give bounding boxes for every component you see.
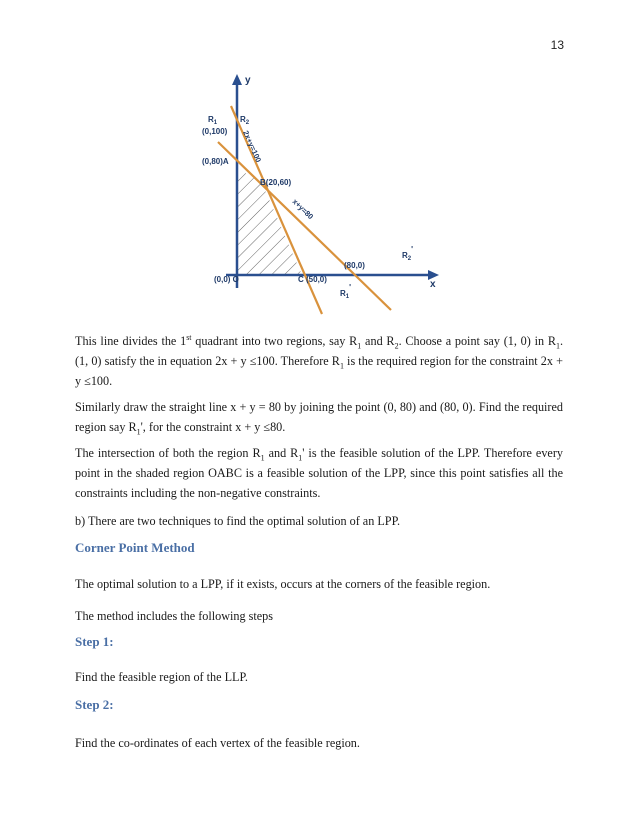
label-point-c: C (50,0) (298, 275, 327, 284)
paragraph-feasible-region: The intersection of both the region $R_1$ and $R_1'$ is the feasible solution of the LPP. Therefore every point in the shaded region OABC is a feasible solution of the LPP, since this point satisfies all the constraints including the non-negative constraints. (75, 446, 563, 500)
x-axis-label: x (430, 279, 436, 290)
heading-step-1: Step 1: (75, 634, 114, 649)
lpp-graph-figure (196, 70, 446, 320)
paragraph-optimal-solution: The optimal solution to a LPP, if it exists, occurs at the corners of the feasible region. (75, 577, 491, 591)
label-point-b: B(20,60) (260, 178, 292, 187)
label-line-2x-y-100: 2x+y=100 (241, 129, 264, 164)
y-axis-label: y (245, 75, 251, 86)
paragraph-techniques: b) There are two techniques to find the optimal solution of an LPP. (75, 514, 401, 528)
paragraph-step-2: Find the co-ordinates of each vertex of the feasible region. (75, 736, 360, 750)
label-point-0-100: (0,100) (202, 127, 228, 136)
label-point-80-0: (80,0) (344, 261, 365, 270)
label-r1-prime: $R_1'$ (340, 283, 352, 300)
lpp-graph (196, 70, 446, 320)
label-origin: (0,0) O (214, 275, 239, 284)
y-axis-arrow (232, 74, 242, 85)
page-number: 13 (550, 38, 564, 52)
heading-step-2: Step 2: (75, 697, 114, 712)
paragraph-step-1: Find the feasible region of the LLP. (75, 670, 248, 684)
paragraph-method-steps: The method includes the following steps (75, 609, 274, 623)
heading-corner-point-method: Corner Point Method (75, 540, 195, 555)
paragraph-region-r1-prime: Similarly draw the straight line x + y = 80 by joining the point (0, 80) and (80, 0). Find the required region say $R_1'$, for the constraint x + y ≤80. (75, 400, 563, 437)
paragraph-region-r1: This line divides the 1st quadrant into two regions, say $R_1$ and $R_2$. Choose a point say (1, 0) in $R_1$. (1, 0) satisfy the in equation 2x + y ≤100. Therefore $R_1$ is the required region for the constraint 2x + y ≤100. (75, 332, 563, 388)
label-r2-top: $R_2$ (240, 115, 250, 126)
label-point-a: (0,80)A (202, 157, 229, 166)
label-r2-prime: $R_2'$ (402, 245, 414, 262)
label-r1-top: $R_1$ (208, 115, 218, 126)
label-line-x-y-80: x+y=80 (290, 196, 316, 222)
